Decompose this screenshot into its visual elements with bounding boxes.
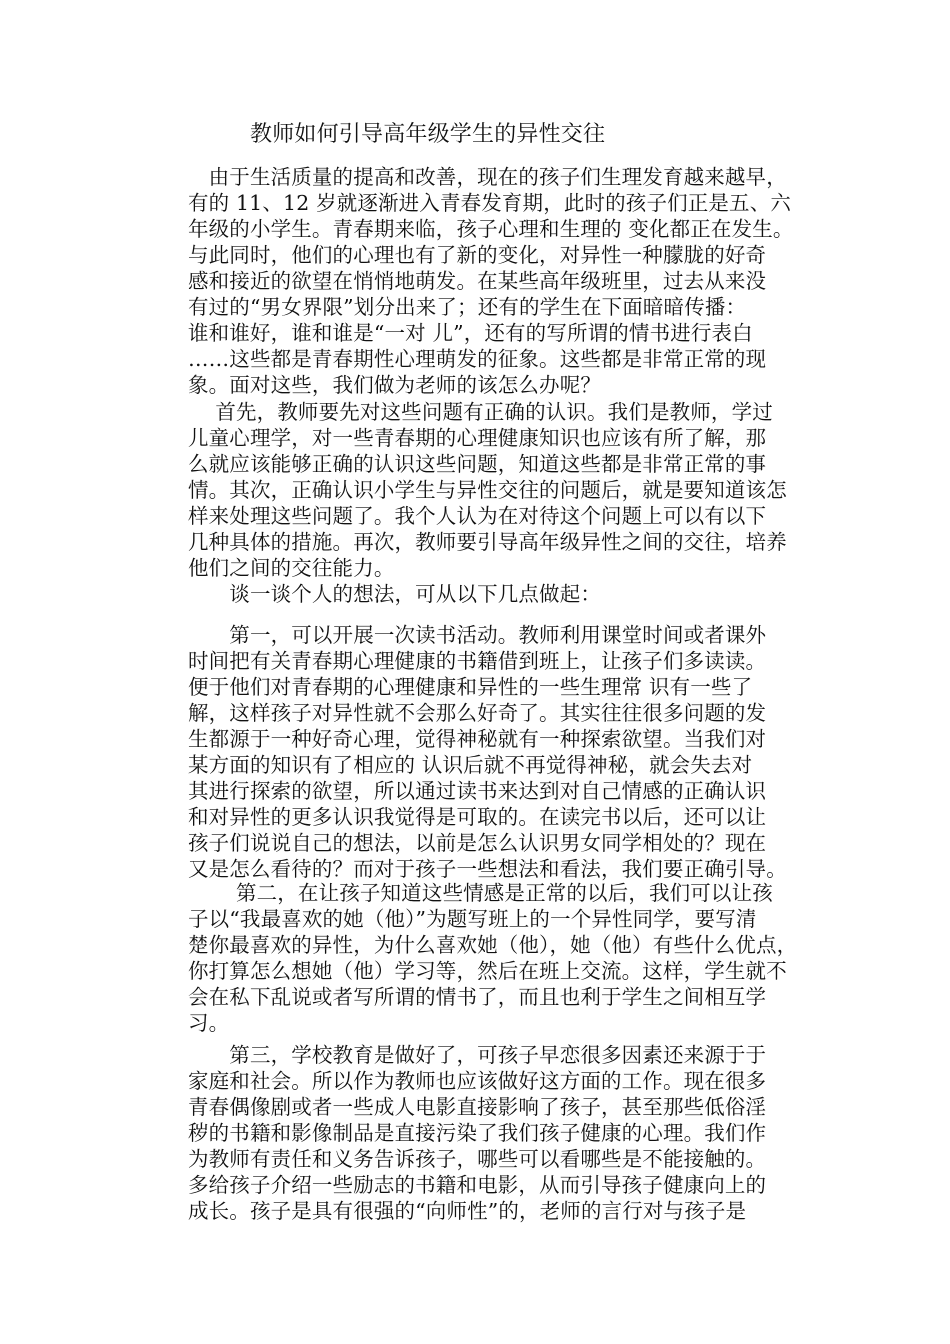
text-line: 家庭和社会。所以作为教师也应该做好这方面的工作。现在很多 bbox=[188, 1069, 767, 1093]
text-line: 又是怎么看待的？而对于孩子一些想法和看法，我们要正确引导。 bbox=[188, 857, 787, 881]
paragraph-first-point bbox=[188, 622, 820, 882]
text-line: 楚你最喜欢的异性，为什么喜欢她（他），她（他）有些什么优点， bbox=[188, 933, 798, 957]
text-line: 和对异性的更多认识我觉得是可取的。在读完书以后，还可以让 bbox=[188, 805, 767, 829]
paragraph-intro bbox=[188, 164, 820, 398]
text-line: 有的 11、12 岁就逐渐进入青春发育期，此时的孩子们正是五、六 bbox=[188, 191, 792, 215]
text-line: 谁和谁好，谁和谁是“一对 儿”，还有的写所谓的情书进行表白 bbox=[188, 321, 753, 345]
text-line: 与此同时，他们的心理也有了新的变化，对异性一种朦胧的好奇 bbox=[188, 243, 767, 267]
text-line: 由于生活质量的提高和改善，现在的孩子们生理发育越来越早， bbox=[188, 165, 787, 189]
text-line: 多给孩子介绍一些励志的书籍和电影，从而引导孩子健康向上的 bbox=[188, 1173, 767, 1197]
text-line: 第二，在让孩子知道这些情感是正常的以后，我们可以让孩 bbox=[188, 881, 773, 905]
text-line: 第一，可以开展一次读书活动。教师利用课堂时间或者课外 bbox=[188, 623, 767, 647]
text-line: 成长。孩子是具有很强的“向师性”的，老师的言行对与孩子是 bbox=[188, 1199, 747, 1223]
text-line: 解，这样孩子对异性就不会那么好奇了。其实往往很多问题的发 bbox=[188, 701, 767, 725]
text-line: 习。 bbox=[188, 1011, 230, 1035]
paragraph-third-point bbox=[188, 1042, 820, 1224]
text-line: 青春偶像剧或者一些成人电影直接影响了孩子，甚至那些低俗淫 bbox=[188, 1095, 767, 1119]
text-line: 生都源于一种好奇心理，觉得神秘就有一种探索欲望。当我们对 bbox=[188, 727, 767, 751]
text-line: 第三，学校教育是做好了，可孩子早恋很多因素还来源于于 bbox=[188, 1043, 767, 1067]
text-line: 样来处理这些问题了。我个人认为在对待这个问题上可以有以下 bbox=[188, 504, 767, 528]
text-line: 感和接近的欲望在悄悄地萌发。在某些高年级班里，过去从来没 bbox=[188, 269, 767, 293]
paragraph-understanding bbox=[188, 399, 820, 581]
text-line: 为教师有责任和义务告诉孩子，哪些可以看哪些是不能接触的。 bbox=[188, 1147, 767, 1171]
text-line: 会在私下乱说或者写所谓的情书了，而且也利于学生之间相互学 bbox=[188, 985, 767, 1009]
text-line: 时间把有关青春期心理健康的书籍借到班上，让孩子们多读读。 bbox=[188, 649, 767, 673]
paragraph-lead-in bbox=[188, 581, 820, 607]
text-line: 某方面的知识有了相应的 认识后就不再觉得神秘，就会失去对 bbox=[188, 753, 753, 777]
text-line: 你打算怎么想她（他）学习等，然后在班上交流。这样，学生就不 bbox=[188, 959, 787, 983]
text-line: 便于他们对青春期的心理健康和异性的一些生理常 识有一些了 bbox=[188, 675, 753, 699]
text-line: ……这些都是青春期性心理萌发的征象。这些都是非常正常的现 bbox=[188, 347, 767, 371]
text-line: 年级的小学生。青春期来临，孩子心理和生理的 变化都正在发生。 bbox=[188, 217, 794, 241]
text-line: 有过的“男女界限”划分出来了；还有的学生在下面暗暗传播： bbox=[188, 295, 747, 319]
paragraph-second-point bbox=[188, 880, 820, 1036]
text-line: 秽的书籍和影像制品是直接污染了我们孩子健康的心理。我们作 bbox=[188, 1121, 767, 1145]
text-line: 首先，教师要先对这些问题有正确的认识。我们是教师，学过 bbox=[188, 400, 773, 424]
text-line: 情。其次，正确认识小学生与异性交往的问题后，就是要知道该怎 bbox=[188, 478, 787, 502]
text-line: 其进行探索的欲望，所以通过读书来达到对自己情感的正确认识 bbox=[188, 779, 767, 803]
text-line: 几种具体的措施。再次，教师要引导高年级异性之间的交往，培养 bbox=[188, 530, 787, 554]
text-line: 子以“我最喜欢的她（他）”为题写班上的一个异性同学，要写清 bbox=[188, 907, 757, 931]
text-line: 孩子们说说自己的想法，以前是怎么认识男女同学相处的？现在 bbox=[188, 831, 767, 855]
text-line: 谈一谈个人的想法，可从以下几点做起： bbox=[188, 582, 601, 606]
text-line: 他们之间的交往能力。 bbox=[188, 556, 395, 580]
text-line: 儿童心理学，对一些青春期的心理健康知识也应该有所了解，那 bbox=[188, 426, 767, 450]
document-title: 教师如何引导高年级学生的异性交往 bbox=[250, 122, 606, 147]
text-line: 么就应该能够正确的认识这些问题，知道这些都是非常正常的事 bbox=[188, 452, 767, 476]
text-line: 象。面对这些，我们做为老师的该怎么办呢？ bbox=[188, 373, 601, 397]
